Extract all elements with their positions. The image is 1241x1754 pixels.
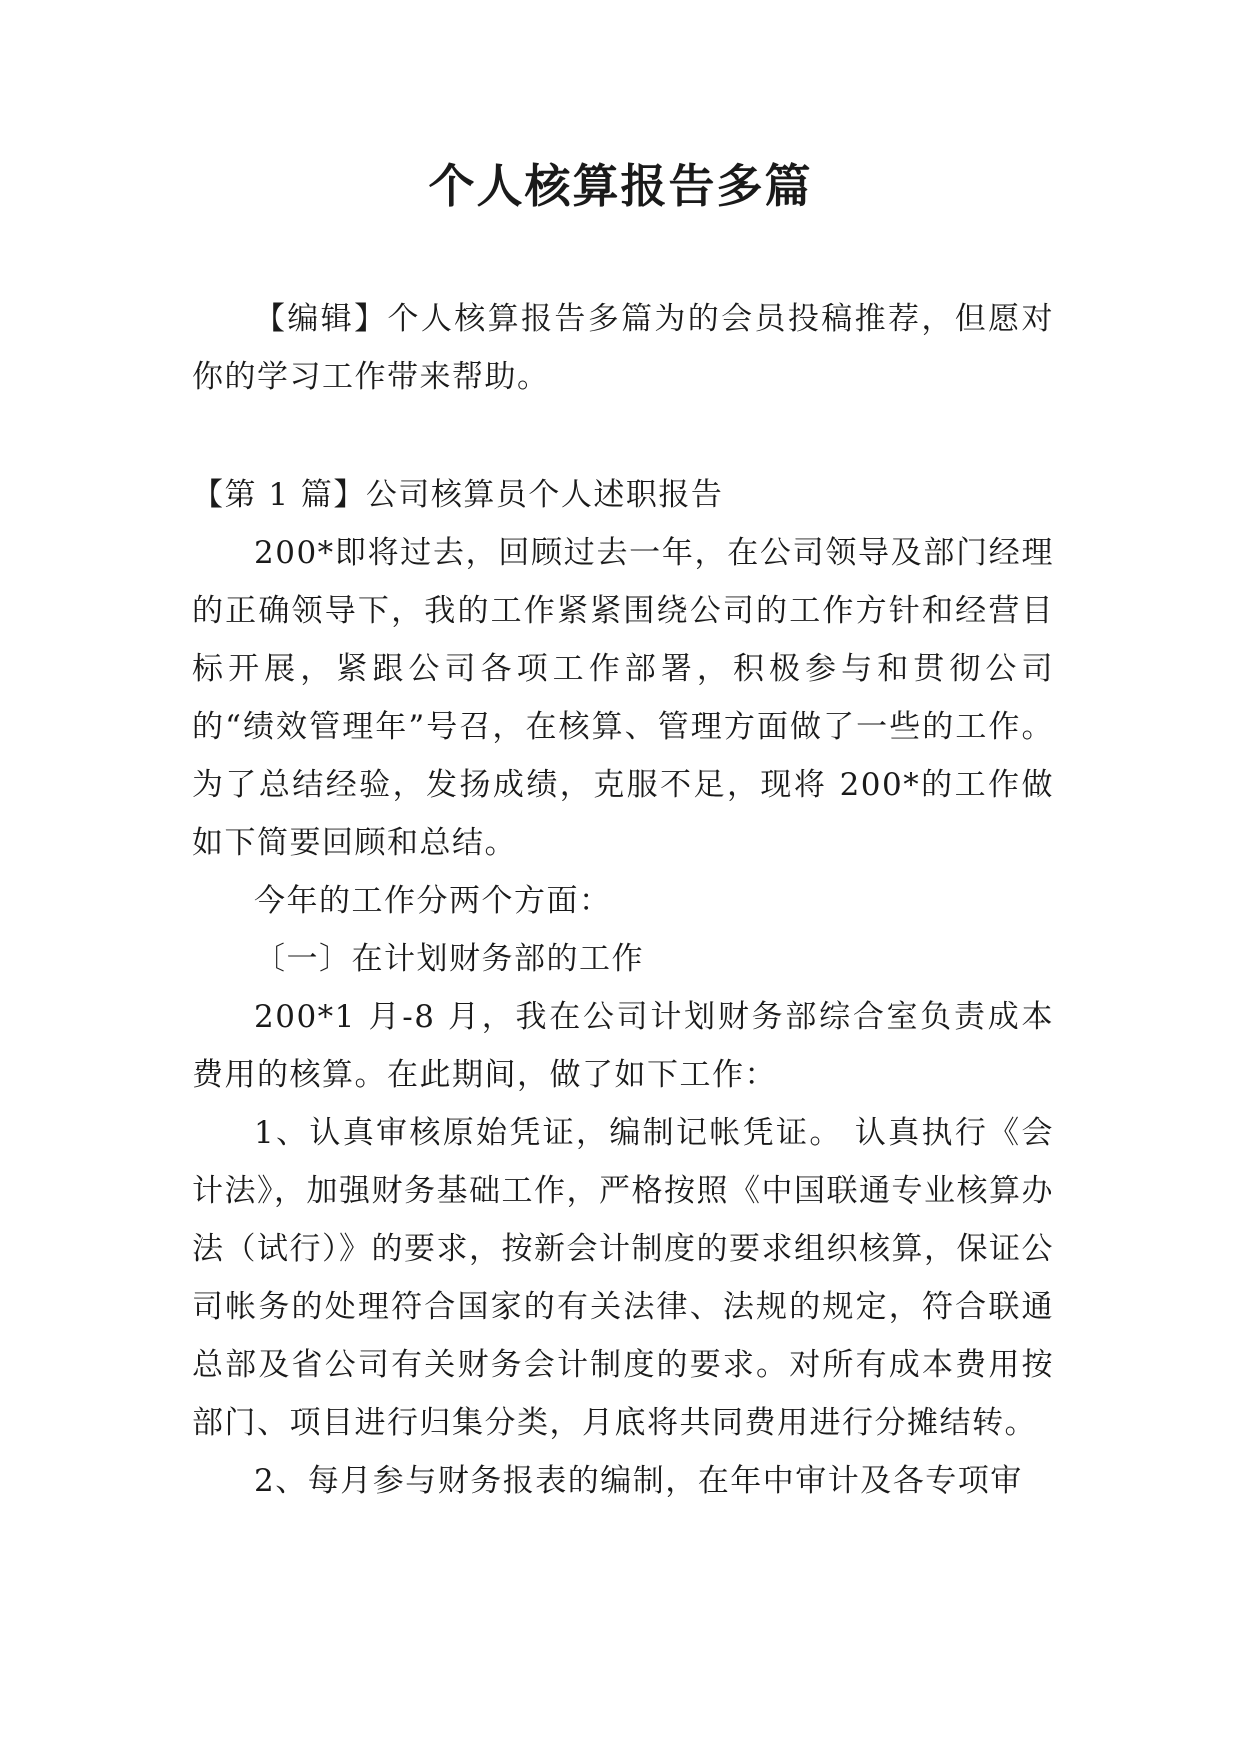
article-block	[192, 466, 1054, 1510]
intro-block	[192, 290, 1054, 406]
paragraph: 1、认真审核原始凭证，编制记帐凭证。 认真执行《会计法》，加强财务基础工作，严格按照《中国联通专业核算办法（试行）》的要求，按新会计制度的要求组织核算，保证公司帐务的处理符合国家的有关法律、法规的规定，符合联通总部及省公司有关财务会计制度的要求。对所有成本费用按部门、项目进行归集分类，月底将共同费用进行分摊结转。	[192, 1115, 1054, 1441]
article-heading: 【第 1 篇】公司核算员个人述职报告	[192, 477, 724, 513]
document-title: 个人核算报告多篇	[428, 159, 813, 213]
paragraph: 200*1 月-8 月，我在公司计划财务部综合室负责成本费用的核算。在此期间，做了如下工作：	[192, 999, 1054, 1093]
paragraph: 今年的工作分两个方面：	[254, 883, 612, 919]
paragraph: 200*即将过去，回顾过去一年，在公司领导及部门经理的正确领导下，我的工作紧紧围绕公司的工作方针和经营目标开展，紧跟公司各项工作部署，积极参与和贯彻公司的“绩效管理年”号召，在核算、管理方面做了一些的工作。为了总结经验，发扬成绩，克服不足，现将 200*的工作做如下简要回顾和总结。	[192, 535, 1054, 861]
paragraph: 〔一〕在计划财务部的工作	[254, 941, 644, 977]
intro-paragraph: 【编辑】个人核算报告多篇为的会员投稿推荐，但愿对你的学习工作带来帮助。	[192, 301, 1054, 395]
paragraph: 2、每月参与财务报表的编制，在年中审计及各专项审	[254, 1463, 1023, 1499]
